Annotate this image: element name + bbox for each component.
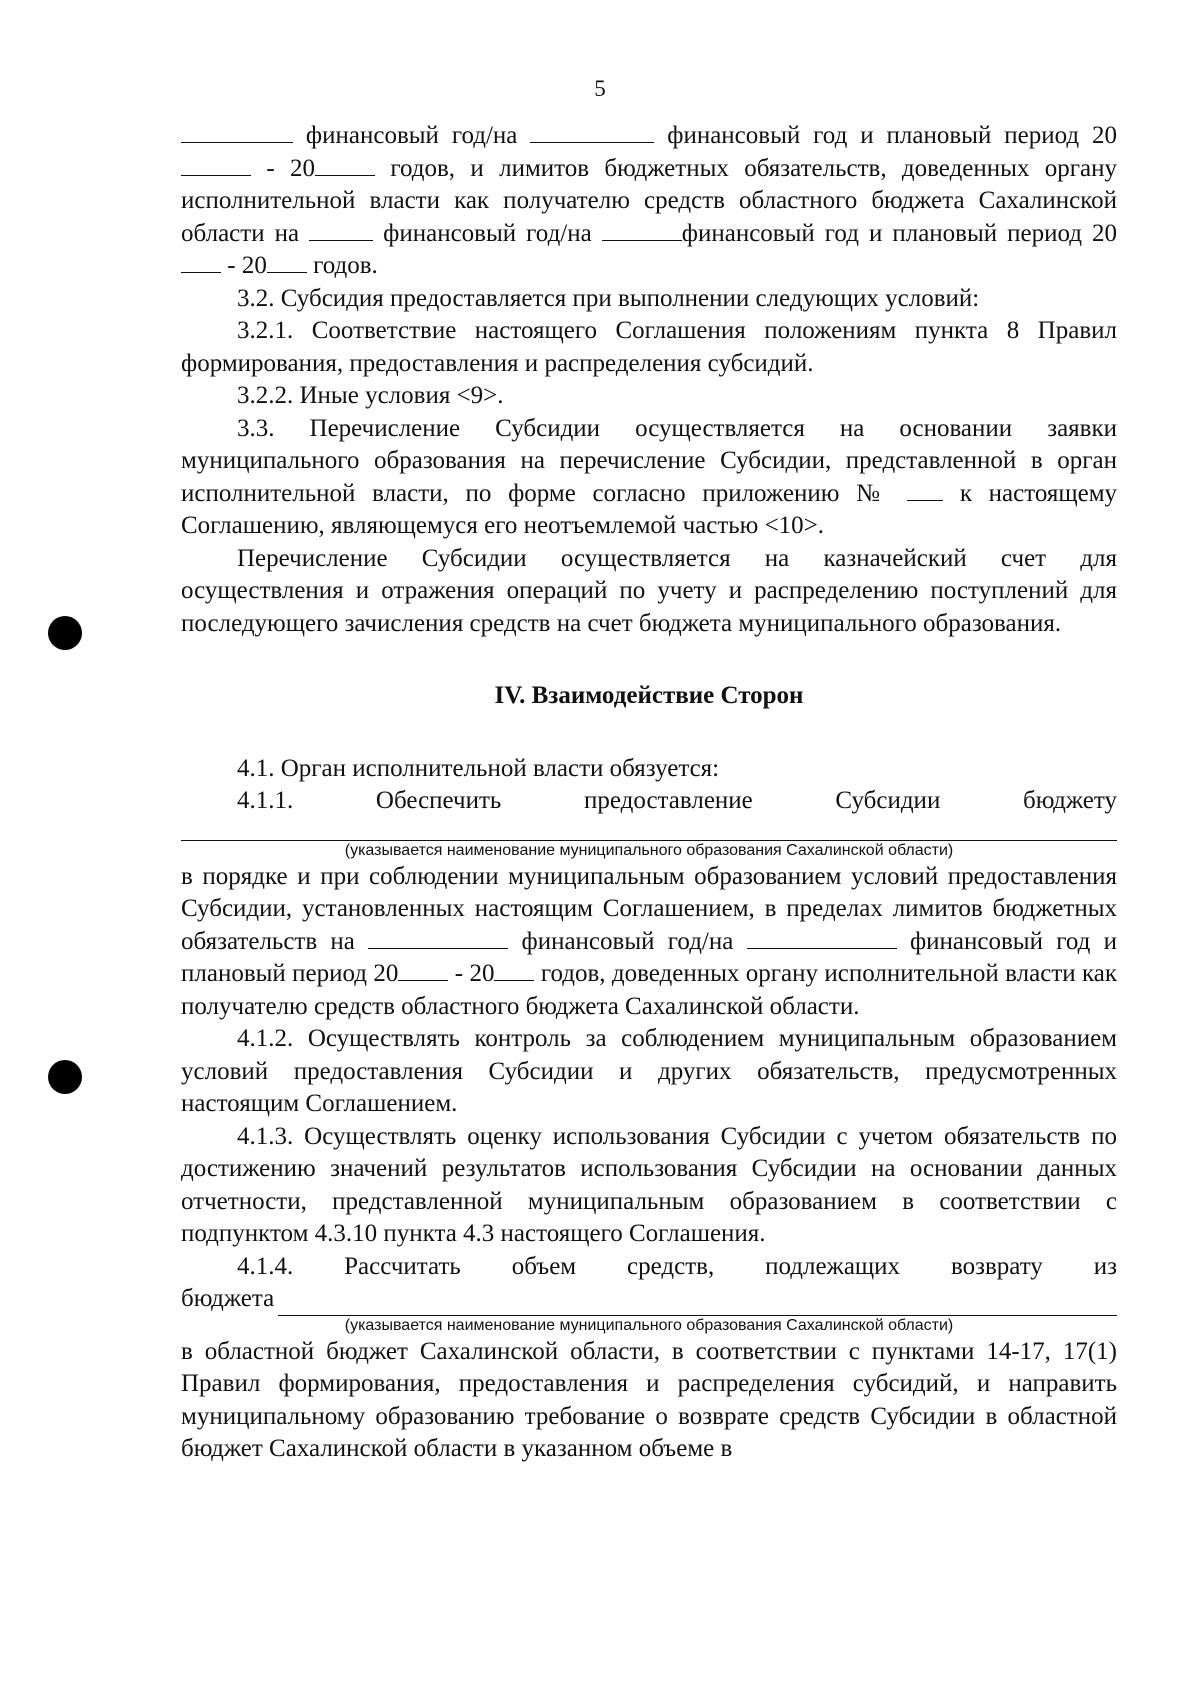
- text-span: - 20: [266, 154, 316, 182]
- text-span: бюджета: [181, 1285, 275, 1312]
- paragraph-4-1-1: [181, 861, 1117, 1024]
- text-span: к настоящему Соглашению, являющемуся его неотъемлемой частью <10>.: [181, 479, 1118, 539]
- blank-field: [181, 250, 221, 273]
- paragraph-4-1-2: 4.1.2. Осуществлять контроль за соблюдением муниципальным образованием условий предоставления Субсидии и других обязательств, предусмотренных настоящим Соглашением.: [181, 1025, 1117, 1117]
- blank-field: [907, 478, 943, 501]
- paragraph-3-3: [181, 413, 1117, 543]
- page-number: 5: [594, 76, 606, 101]
- field-caption: (указывается наименование муниципального образования Сахалинской области): [344, 1316, 954, 1334]
- text-span: финансовый год/на: [383, 219, 592, 247]
- paragraph-4-1-4: в областной бюджет Сахалинской области, в соответствии с пунктами 14-17, 17(1) Правил формирования, предоставления и распределения субсидий, и направить муниципальному образованию требование о возврате средств Субсидии в областной бюджет Сахалинской области в указанном объеме в: [181, 1337, 1117, 1462]
- budget-fill-line: [181, 1283, 1117, 1316]
- blank-field: [747, 926, 897, 949]
- blank-field: [602, 218, 682, 241]
- punch-hole: [48, 1060, 82, 1094]
- text-span: финансовый год и плановый период: [667, 122, 1080, 149]
- blank-field: [398, 958, 448, 981]
- paragraph-3-2: 3.2. Субсидия предоставляется при выполнении следующих условий:: [237, 284, 980, 312]
- text-span: годов, доведенных органу исполнительной власти как получателю средств областного бюджета Сахалинской области.: [181, 960, 1118, 1020]
- blank-field: [368, 926, 508, 949]
- text-span: 20: [1092, 122, 1118, 149]
- text-span: годов, и лимитов бюджетных обязательств, доведенных органу исполнительной власти как получателю средств областного бюджета Сахалинской области на: [181, 154, 1118, 247]
- paragraph-4-1-4-first-line: [181, 1251, 1117, 1284]
- blank-field: [315, 153, 375, 176]
- word: 4.1.1.: [237, 787, 294, 814]
- blank-field: [278, 1293, 1117, 1316]
- word: Обеспечить: [375, 787, 502, 814]
- blank-field: [181, 153, 251, 176]
- text-span: финансовый год и плановый период 20: [681, 219, 1118, 247]
- word: возврату: [950, 1252, 1043, 1280]
- paragraph-4-1: 4.1. Орган исполнительной власти обязуется:: [237, 754, 720, 782]
- word: Субсидии: [835, 787, 941, 814]
- field-caption: (указывается наименование муниципального образования Сахалинской области): [344, 841, 954, 859]
- text-span: финансовый год и плановый период 20: [181, 927, 1118, 987]
- paragraph-3-2-1: 3.2.1. Соответствие настоящего Соглашения положениям пункта 8 Правил формирования, предоставления и распределения субсидий.: [181, 317, 1117, 377]
- blank-field: [309, 218, 373, 241]
- word: средств,: [627, 1252, 715, 1280]
- blank-field: [530, 120, 654, 143]
- text-span: финансовый год/на: [521, 927, 734, 955]
- word: подлежащих: [765, 1252, 901, 1280]
- paragraph-4-1-3: 4.1.3. Осуществлять оценку использования Субсидии с учетом обязательств по достижению значений результатов использования Субсидии на основании данных отчетности, представленной муниципальным образованием в соответствии с подпунктом 4.3.10 пункта 4.3 настоящего Соглашения.: [181, 1122, 1117, 1247]
- word: из: [1093, 1252, 1117, 1280]
- punch-hole: [48, 616, 82, 650]
- word: 4.1.4.: [237, 1252, 294, 1280]
- word: объем: [511, 1252, 577, 1280]
- paragraph-3-3-transfer: Перечисление Субсидии осуществляется на казначейский счет для осуществления и отражения операций по учету и распределению поступлений для последующего зачисления средств на счет бюджета муниципального образования.: [181, 544, 1117, 637]
- text-span: - 20: [454, 960, 495, 987]
- word: предоставление: [583, 787, 753, 814]
- text-span: в порядке и при соблюдении муниципальным образованием условий предоставления Субсидии, установленных настоящим Соглашением, в пределах лимитов бюджетных обязательств на: [181, 862, 1117, 955]
- blank-field: [181, 120, 293, 143]
- paragraph-funding-period: [181, 120, 1117, 283]
- section-heading: IV. Взаимодействие Сторон: [494, 682, 804, 709]
- paragraph-3-2-2: 3.2.2. Иные условия <9>.: [237, 382, 504, 409]
- blank-field: [494, 958, 534, 981]
- word: Рассчитать: [344, 1252, 461, 1280]
- blank-field: [267, 250, 307, 273]
- text-span: 3.3. Перечисление Субсидии осуществляется на основании заявки муниципального образования на перечисление Субсидии, представленной в орган исполнительной власти, по форме согласно приложению №: [181, 414, 1117, 507]
- text-span: годов.: [313, 252, 378, 279]
- text-span: - 20: [227, 252, 267, 279]
- paragraph-4-1-1-first-line: [181, 785, 1117, 818]
- word: бюджету: [1022, 787, 1117, 814]
- text-span: финансовый год/на: [305, 122, 518, 149]
- document-body: [181, 120, 1117, 1466]
